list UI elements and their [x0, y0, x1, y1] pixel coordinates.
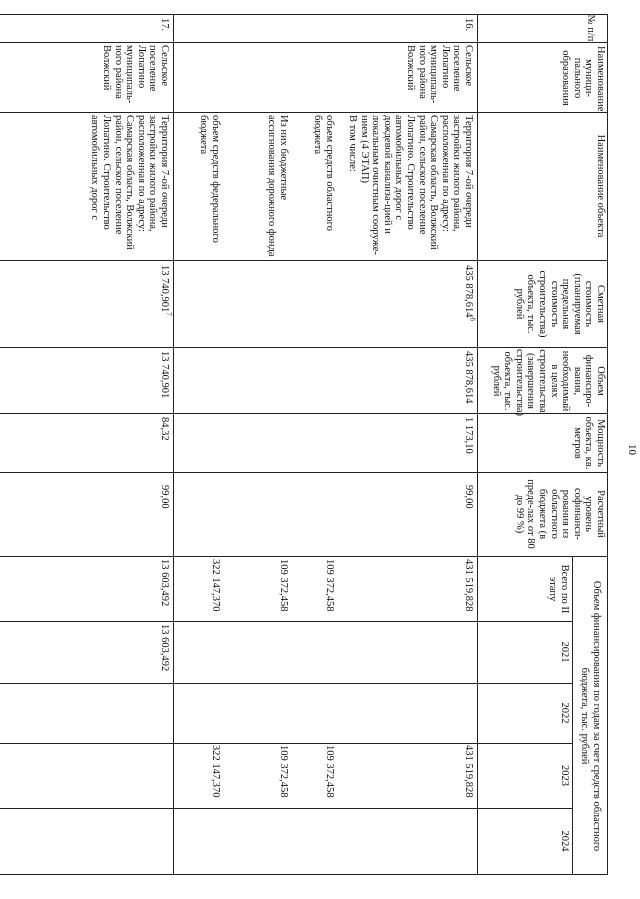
header-2023: 2023	[559, 765, 570, 786]
column-divider	[0, 42, 608, 43]
column-divider	[0, 472, 608, 473]
header-2024: 2024	[559, 830, 570, 852]
header-total: Всего по II этапу	[547, 564, 570, 614]
row-volume: 13 740,901	[159, 351, 170, 399]
row-capacity: 1 173,10	[463, 417, 474, 454]
table-right-border	[0, 874, 608, 875]
road-fund-total: 109 372,458	[278, 559, 289, 612]
footnote-marker: 7	[164, 312, 173, 316]
page-number: 10	[626, 444, 638, 455]
row-estimate: 13 740,901$^7$	[159, 265, 173, 316]
column-divider	[0, 260, 608, 261]
table-row-separator	[173, 14, 174, 874]
row-object: Территория 7-ой очереди застройки жилого района, расположенная по адресу: Самарская область, Волжский район, сельское поселение Лопатино. Строительство автомобильных дорог с дождевой канализа-цией и локальным очистным сооруже-нием (4 ЭТАП)	[358, 115, 474, 255]
header-estimate: Сметная стоимость (планируемая предельная стоимость строительства) объекта, тыс. рублей	[513, 270, 606, 338]
federal-budget-2023: 322 147,370	[210, 745, 221, 798]
regional-budget-total: 109 372,458	[324, 559, 335, 612]
including-label: В том числе:	[347, 115, 358, 172]
table-top-border	[607, 14, 608, 874]
column-divider	[0, 556, 608, 557]
column-divider	[0, 808, 573, 809]
footnote-marker: 6	[468, 317, 477, 321]
column-divider	[0, 621, 573, 622]
row-object: Территория 7-ой очереди застройки жилого района, расположенная по адресу: Самарская область, Волжский район, сельское поселение Лопатино. Строительство автомобильных дорог с	[89, 115, 170, 250]
federal-budget-total: 322 147,370	[210, 559, 221, 612]
column-divider	[0, 347, 608, 348]
row-estimate: 435 878,614$^6$	[463, 265, 477, 321]
column-divider	[0, 683, 573, 684]
row-municipality: Сельское поселение Лопатино муниципаль-ного района Волжский	[405, 45, 474, 104]
row-number: 17.	[159, 18, 170, 32]
row-number: 16.	[463, 18, 474, 32]
header-funding-group: Объем финансирования по годам за счет средств областного бюджета, тыс. рублей	[579, 580, 602, 852]
row-2023: 431 519,828	[463, 745, 474, 798]
header-volume: Объем финансиро-вания, необходимый в целях строительства (завершения строительства) объекта, тыс. рублей	[490, 349, 606, 416]
header-num: № п/п	[585, 14, 596, 42]
road-fund-2023: 109 372,458	[278, 745, 289, 798]
row-municipality: Сельское поселение Лопатино муниципаль-ного района Волжский	[101, 45, 170, 104]
table-header-bottom-border	[477, 14, 478, 874]
table-left-border	[0, 14, 608, 15]
column-divider	[0, 112, 608, 113]
row-volume: 435 878,614	[463, 351, 474, 404]
header-capacity: Мощность объекта, кв. метров	[571, 416, 606, 470]
header-2022: 2022	[559, 702, 570, 724]
federal-budget-label: объем средств федерального бюджета	[198, 115, 221, 243]
header-municipality: Наименование муници-пального образования	[560, 46, 606, 112]
row-2021: 13 603,492	[159, 624, 170, 672]
regional-budget-2023: 109 372,458	[324, 745, 335, 798]
header-object: Наименование объекта	[595, 134, 606, 238]
header-cofinancing: Расчетный уровень софинанси-рования из областного бюджета (в преде-лах от 80 до 99 %)	[513, 479, 606, 549]
row-capacity: 84,32	[159, 417, 170, 441]
row-cofinancing: 99,00	[463, 485, 474, 509]
column-divider	[0, 743, 573, 744]
row-total: 431 519,828	[463, 559, 474, 612]
row-total: 13 603,492	[159, 559, 170, 607]
road-fund-label: Из них бюджетные ассигнования дорожного фонда	[266, 115, 289, 257]
header-2021: 2021	[559, 641, 570, 663]
regional-budget-label: объем средств областного бюджета	[312, 115, 335, 231]
row-cofinancing: 99,00	[159, 485, 170, 509]
funding-group-divider	[572, 556, 573, 874]
